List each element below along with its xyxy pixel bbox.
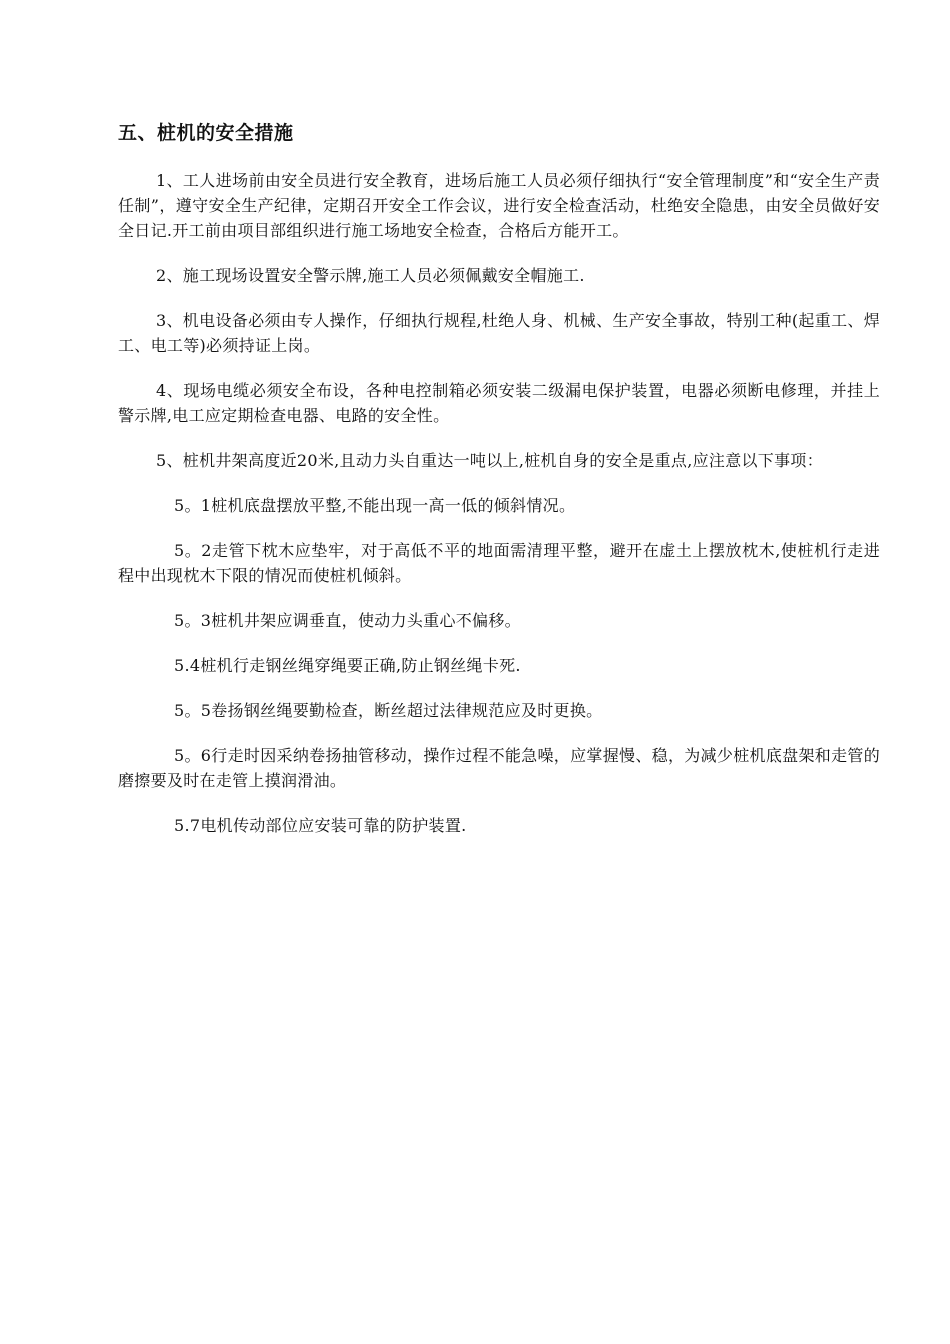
document-body bbox=[118, 118, 880, 858]
paragraph-4: 4、现场电缆必须安全布设，各种电控制箱必须安装二级漏电保护装置，电器必须断电修理，并挂上警示牌,电工应定期检查电器、电路的安全性。 bbox=[118, 381, 880, 425]
sub-item-5-4: 5.4桩机行走钢丝绳穿绳要正确,防止钢丝绳卡死. bbox=[174, 656, 521, 675]
sub-item-5-5: 5。5卷扬钢丝绳要勤检查，断丝超过法律规范应及时更换。 bbox=[174, 701, 603, 720]
section-title: 五、桩机的安全措施 bbox=[118, 122, 294, 144]
sub-item-5-6: 5。6行走时因采纳卷扬抽管移动，操作过程不能急噪，应掌握慢、稳，为减少桩机底盘架和走管的磨擦要及时在走管上摸润滑油。 bbox=[118, 746, 880, 790]
sub-item-5-7: 5.7电机传动部位应安装可靠的防护装置. bbox=[174, 816, 467, 835]
paragraph-3: 3、机电设备必须由专人操作，仔细执行规程,杜绝人身、机械、生产安全事故，特别工种(起重工、焊工、电工等)必须持证上岗。 bbox=[118, 311, 880, 355]
paragraph-2: 2、施工现场设置安全警示牌,施工人员必须佩戴安全帽施工. bbox=[156, 266, 585, 285]
sub-item-5-3: 5。3桩机井架应调垂直，使动力头重心不偏移。 bbox=[174, 611, 521, 630]
sub-item-5-2: 5。2走管下枕木应垫牢，对于高低不平的地面需清理平整，避开在虚土上摆放枕木,使桩机行走进程中出现枕木下限的情况而使桩机倾斜。 bbox=[118, 541, 880, 585]
sub-item-5-1: 5。1桩机底盘摆放平整,不能出现一高一低的倾斜情况。 bbox=[174, 496, 576, 515]
paragraph-5: 5、桩机井架高度近20米,且动力头自重达一吨以上,桩机自身的安全是重点,应注意以下事项： bbox=[156, 451, 823, 470]
paragraph-1: 1、工人进场前由安全员进行安全教育，进场后施工人员必须仔细执行“安全管理制度”和“安全生产责任制”，遵守安全生产纪律，定期召开安全工作会议，进行安全检查活动，杜绝安全隐患，由安全员做好安全日记.开工前由项目部组织进行施工场地安全检查，合格后方能开工。 bbox=[118, 171, 880, 240]
